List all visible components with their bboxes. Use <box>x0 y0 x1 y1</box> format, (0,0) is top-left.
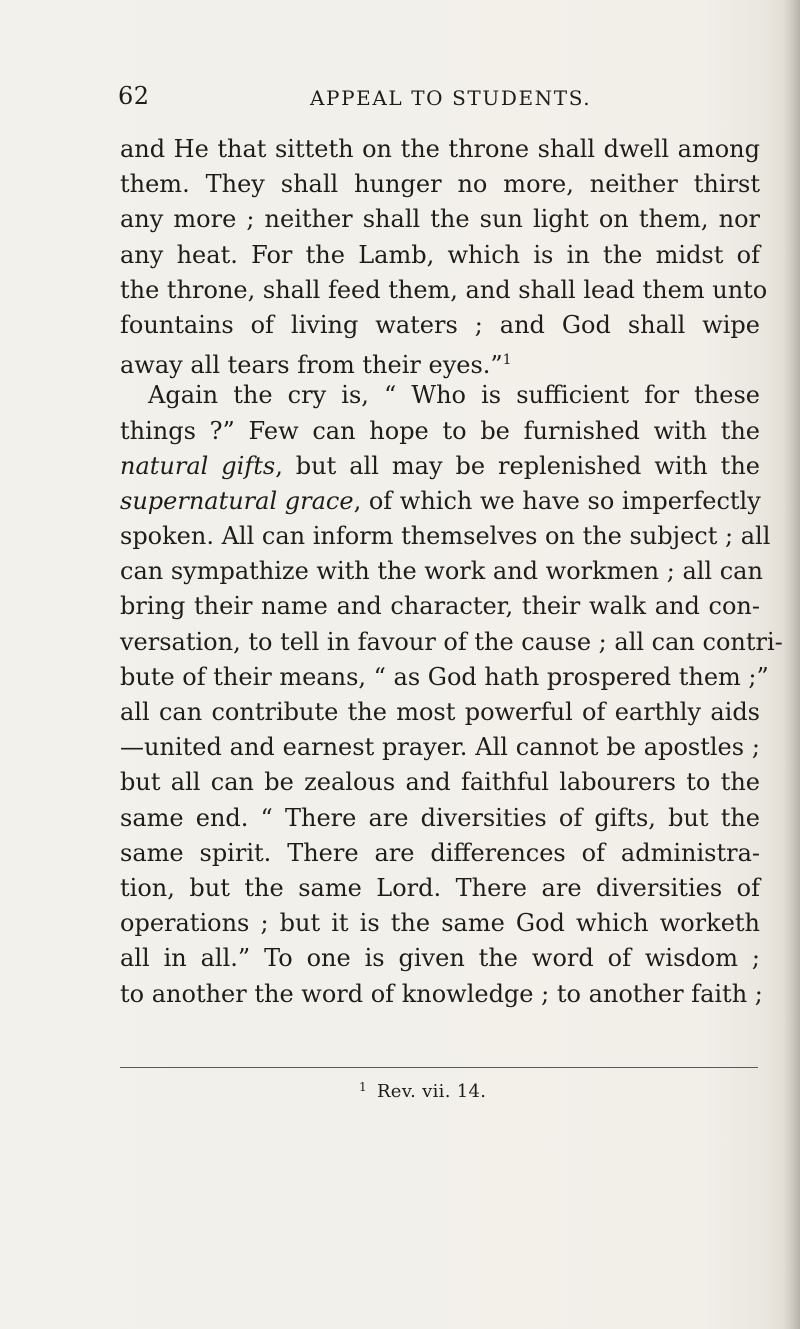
text-line <box>120 449 760 484</box>
text-line: but all can be zealous and faithful labourers to the <box>120 768 760 797</box>
text-line: things ?” Few can hope to be furnished with the <box>120 416 760 445</box>
footnote-text: Rev. vii. 14. <box>376 1081 487 1102</box>
text-line: and He that sitteth on the throne shall dwell among <box>120 135 760 163</box>
text-line-rest: , but all may be replenished with the <box>275 451 760 480</box>
text-line: all in all.” To one is given the word of wisdom ; <box>120 944 760 973</box>
text-line: operations ; but it is the same God which worketh <box>120 909 760 938</box>
footnote-reference: 1 <box>502 352 512 369</box>
footnote-rule <box>120 1067 758 1068</box>
text-line <box>120 378 760 413</box>
italic-phrase-supernatural-grace: supernatural grace <box>120 486 354 515</box>
text-line-rest: , of which we have so imperfectly <box>353 486 761 515</box>
page-header <box>118 82 778 114</box>
text-line: any heat. For the Lamb, which is in the midst of <box>120 240 760 269</box>
page-number: 62 <box>118 82 150 110</box>
text-line: can sympathize with the work and workmen ; all can <box>120 557 763 586</box>
text-line: tion, but the same Lord. There are diversities of <box>120 873 760 902</box>
text-line: bute of their means, “ as God hath prospered them ;” <box>120 662 769 691</box>
text-line-content: Again the cry is, “ Who is sufficient for these <box>148 381 760 410</box>
text-line: same end. “ There are diversities of gifts, but the <box>120 803 760 832</box>
text-line: fountains of living waters ; and God shall wipe <box>120 310 760 339</box>
text-line: to another the word of knowledge ; to another faith ; <box>120 979 763 1008</box>
text-line-content: away all tears from their eyes.” <box>120 351 503 380</box>
text-line: any more ; neither shall the sun light on them, nor <box>120 205 760 234</box>
text-line: versation, to tell in favour of the cause ; all can contri- <box>120 627 783 656</box>
text-line: —united and earnest prayer. All cannot be apostles ; <box>120 733 760 762</box>
footnote <box>359 1080 486 1102</box>
text-line: the throne, shall feed them, and shall lead them unto <box>120 275 768 304</box>
running-title: APPEAL TO STUDENTS. <box>310 86 592 110</box>
text-line: bring their name and character, their walk and con- <box>120 592 760 621</box>
text-line <box>120 484 760 519</box>
italic-phrase-natural-gifts: natural gifts <box>120 451 276 480</box>
footnote-marker: 1 <box>359 1080 367 1094</box>
body-text <box>120 132 783 1012</box>
text-line: all can contribute the most powerful of earthly aids <box>120 698 760 726</box>
page-edge-shadow <box>784 0 800 1329</box>
text-line: same spirit. There are differences of administra- <box>120 838 760 867</box>
text-line <box>120 343 760 378</box>
text-line: them. They shall hunger no more, neither thirst <box>120 170 760 199</box>
text-line: spoken. All can inform themselves on the subject ; all <box>120 522 771 551</box>
